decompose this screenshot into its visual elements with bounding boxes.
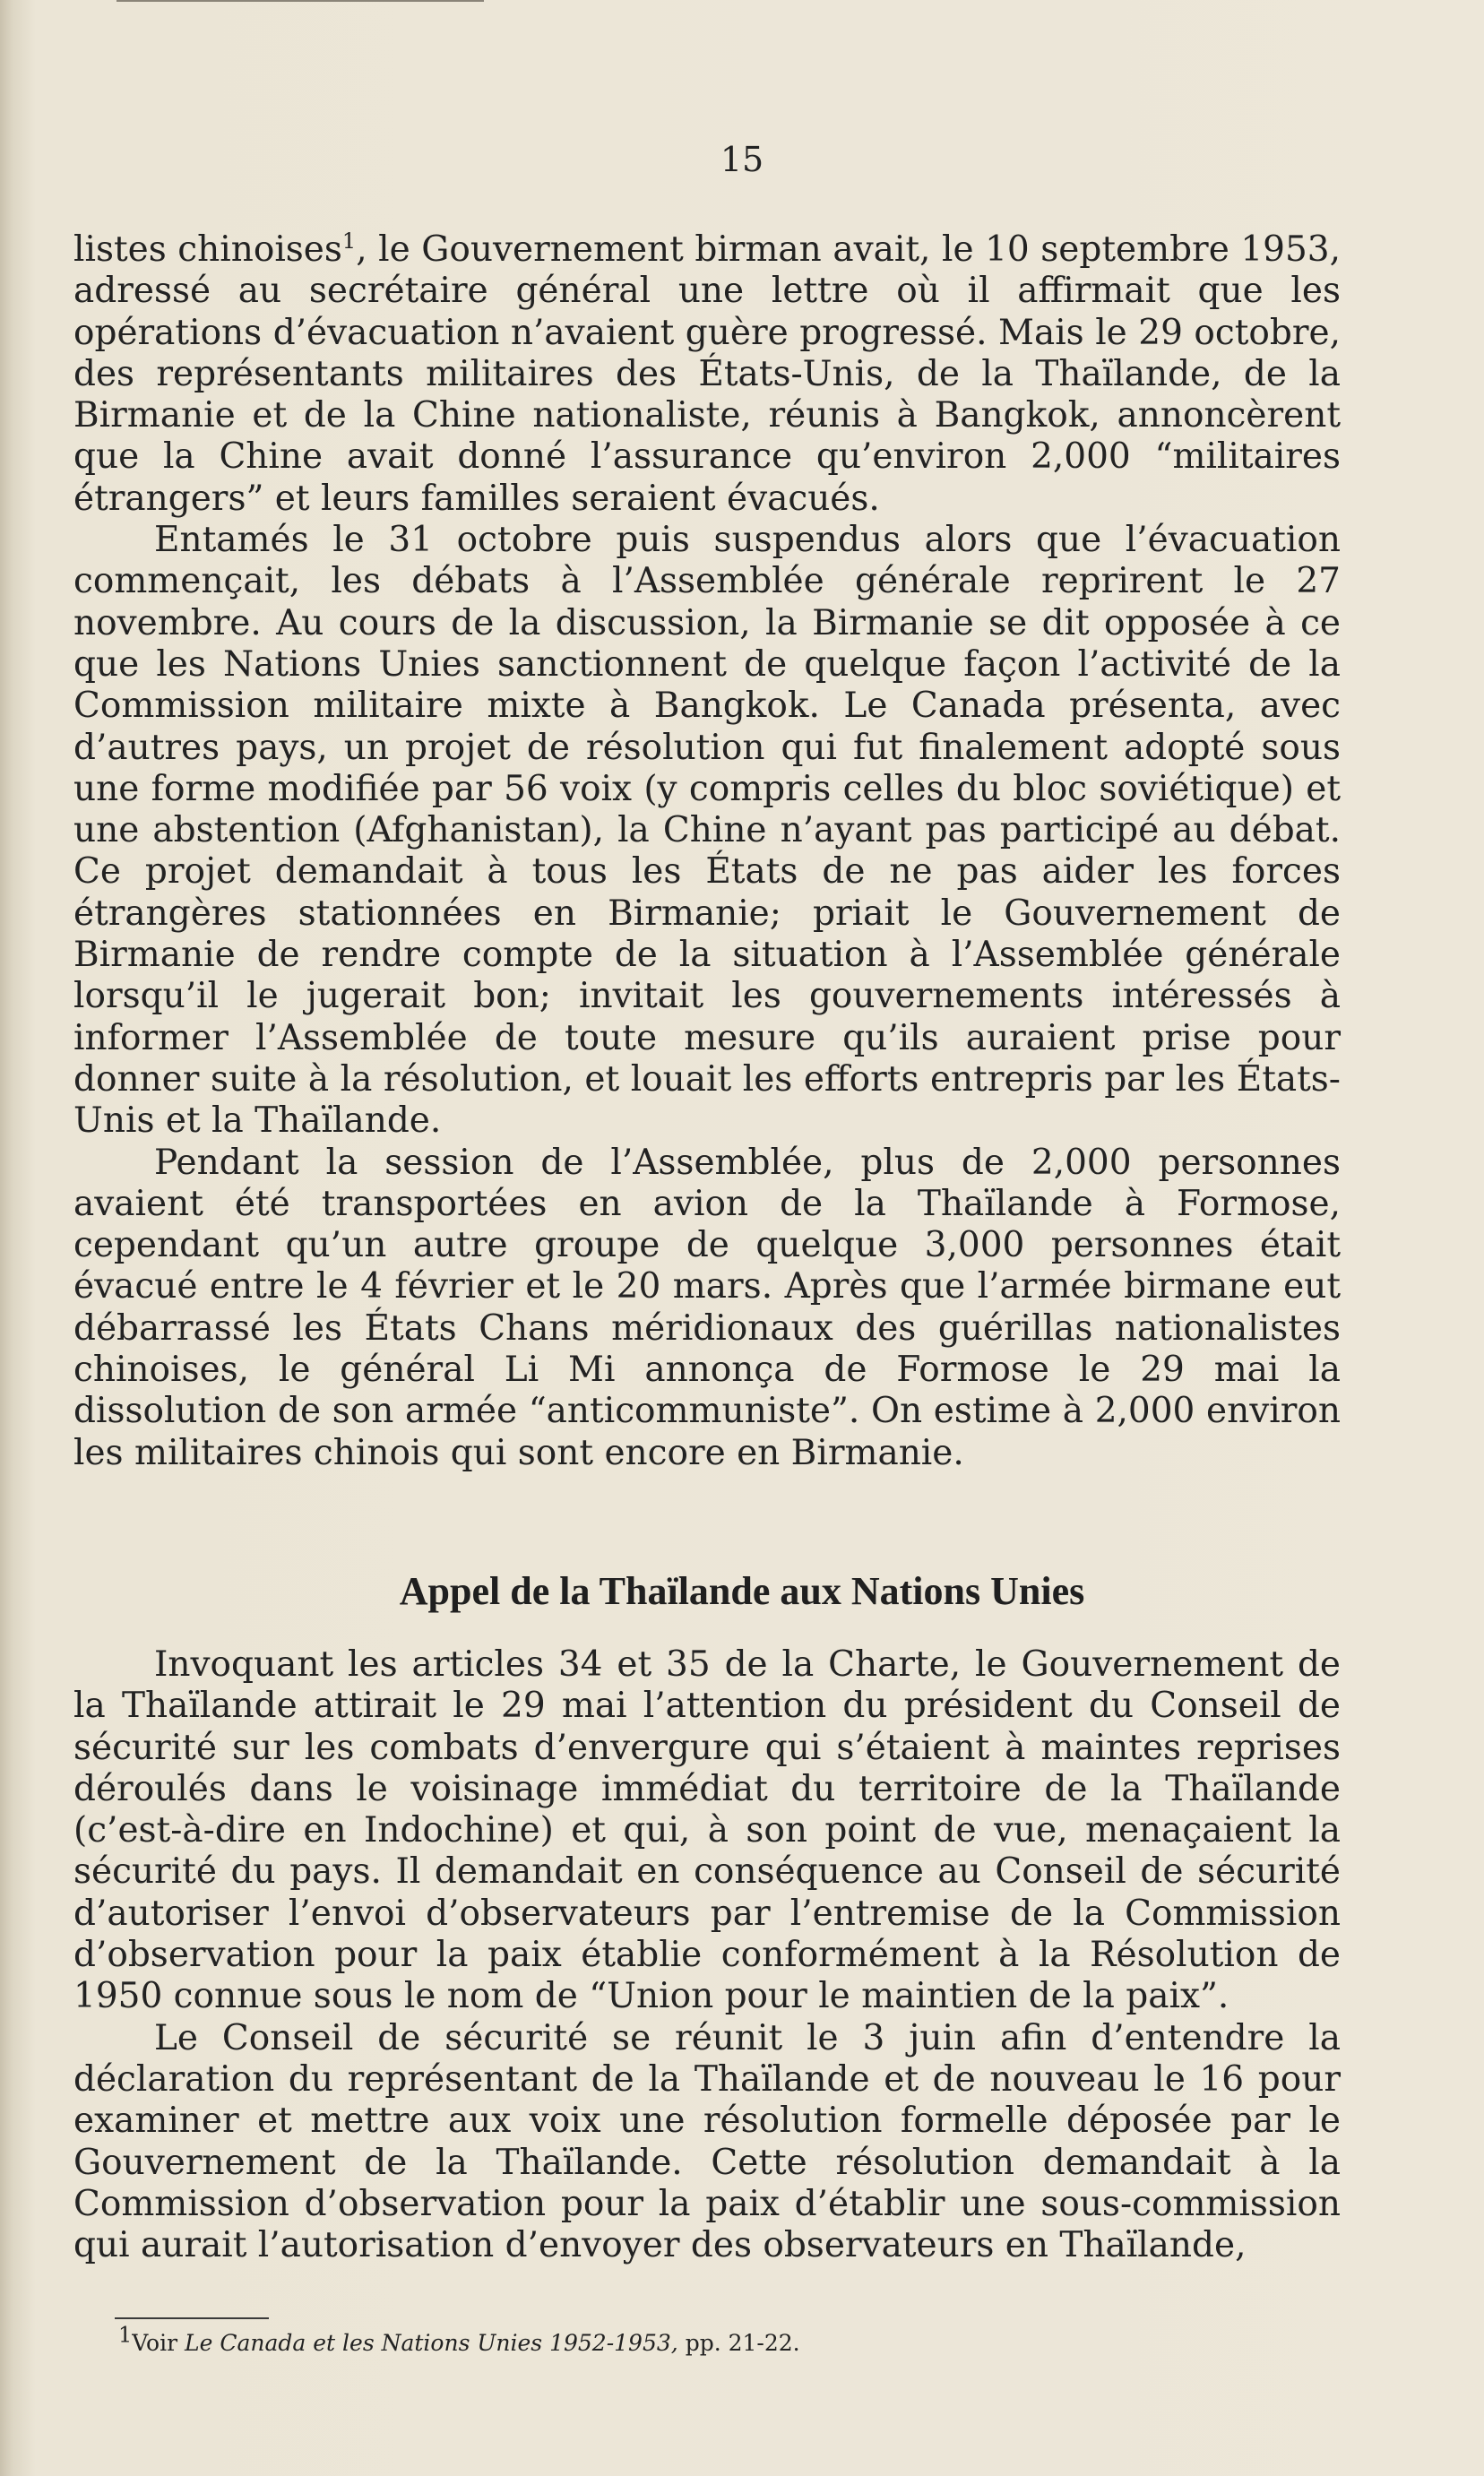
footnote-marker: 1: [118, 2322, 133, 2348]
footnote-separator: [115, 2317, 269, 2319]
top-edge-rule: [116, 0, 484, 2]
paragraph-1: [73, 229, 1341, 520]
footnote-pages: pp. 21-22.: [685, 2330, 800, 2356]
paragraph-3: Pendant la session de l’Assemblée, plus de 2,000 personnes avaient été transportées en avion de la Thaïlande à Formose, cependant qu’un autre groupe de quelque 3,000 personnes était évacué entre le 4 février et le 20 mars. Après que l’armée birmane eut débarrassé les États Chans méridionaux des guérillas nationalistes chinoises, le général Li Mi annonça de Formose le 29 mai la dissolution de son armée “anticommuniste”. On estime à 2,000 environ les militaires chinois qui sont encore en Birmanie.: [73, 1142, 1341, 1473]
body-text-upper: [73, 229, 1341, 1474]
footnote-prefix: Voir: [132, 2330, 178, 2356]
paragraph-5: Le Conseil de sécurité se réunit le 3 juin afin d’entendre la déclaration du représentant de la Thaïlande et de nouveau le 16 pour examiner et mettre aux voix une résolution formelle déposée par le Gouvernement de la Thaïlande. Cette résolution demandait à la Commission d’observation pour la paix d’établir une sous-commission qui aurait l’autorisation d’envoyer des observateurs en Thaïlande,: [73, 2017, 1341, 2266]
paragraph-4: Invoquant les articles 34 et 35 de la Charte, le Gouvernement de la Thaïlande attirait le 29 mai l’attention du président du Conseil de sécurité sur les combats d’envergure qui s’étaient à maintes reprises déroulés dans le voisinage immédiat du territoire de la Thaïlande (c’est-à-dire en Indochine) et qui, à son point de vue, menaçaient la sécurité du pays. Il demandait en conséquence au Conseil de sécurité d’autoriser l’envoi d’observateurs par l’entremise de la Commission d’observation pour la paix établie conformément à la Résolution de 1950 connue sous le nom de “Union pour le maintien de la paix”.: [73, 1644, 1341, 2017]
section-heading: Appel de la Thaïlande aux Nations Unies: [399, 1569, 1085, 1613]
page-number: 15: [720, 140, 764, 179]
body-text-lower: [73, 1644, 1341, 2266]
paragraph-2: Entamés le 31 octobre puis suspendus alors que l’évacuation commençait, les débats à l’Assemblée générale reprirent le 27 novembre. Au cours de la discussion, la Birmanie se dit opposée à ce que les Nations Unies sanctionnent de quelque façon l’activité de la Commission militaire mixte à Bangkok. Le Canada présenta, avec d’autres pays, un projet de résolution qui fut finalement adopté sous une forme modifiée par 56 voix (y compris celles du bloc soviétique) et une abstention (Afghanistan), la Chine n’ayant pas participé au débat. Ce projet demandait à tous les États de ne pas aider les forces étrangères stationnées en Birmanie; priait le Gouvernement de Birmanie de rendre compte de la situation à l’Assemblée générale lorsqu’il le jugerait bon; invitait les gouvernements intéressés à informer l’Assemblée de toute mesure qu’ils auraient prise pour donner suite à la résolution, et louait les efforts entrepris par les États-Unis et la Thaïlande.: [73, 520, 1341, 1142]
paragraph-1-rest: , le Gouvernement birman avait, le 10 septembre 1953, adressé au secrétaire général une lettre où il affirmait que les opérations d’évacuation n’avaient guère progressé. Mais le 29 octobre, des représentants militaires des États-Unis, de la Thaïlande, de la Birmanie et de la Chine nationaliste, réunis à Bangkok, annoncèrent que la Chine avait donné l’assurance qu’environ 2,000 “militaires étrangers” et leurs familles seraient évacués.: [73, 229, 1341, 519]
paragraph-1-start: listes chinoises: [73, 229, 342, 270]
footnote-title: Le Canada et les Nations Unies 1952-1953,: [185, 2330, 678, 2356]
footnote-reference: 1: [341, 229, 357, 254]
footnote: [118, 2322, 1283, 2359]
